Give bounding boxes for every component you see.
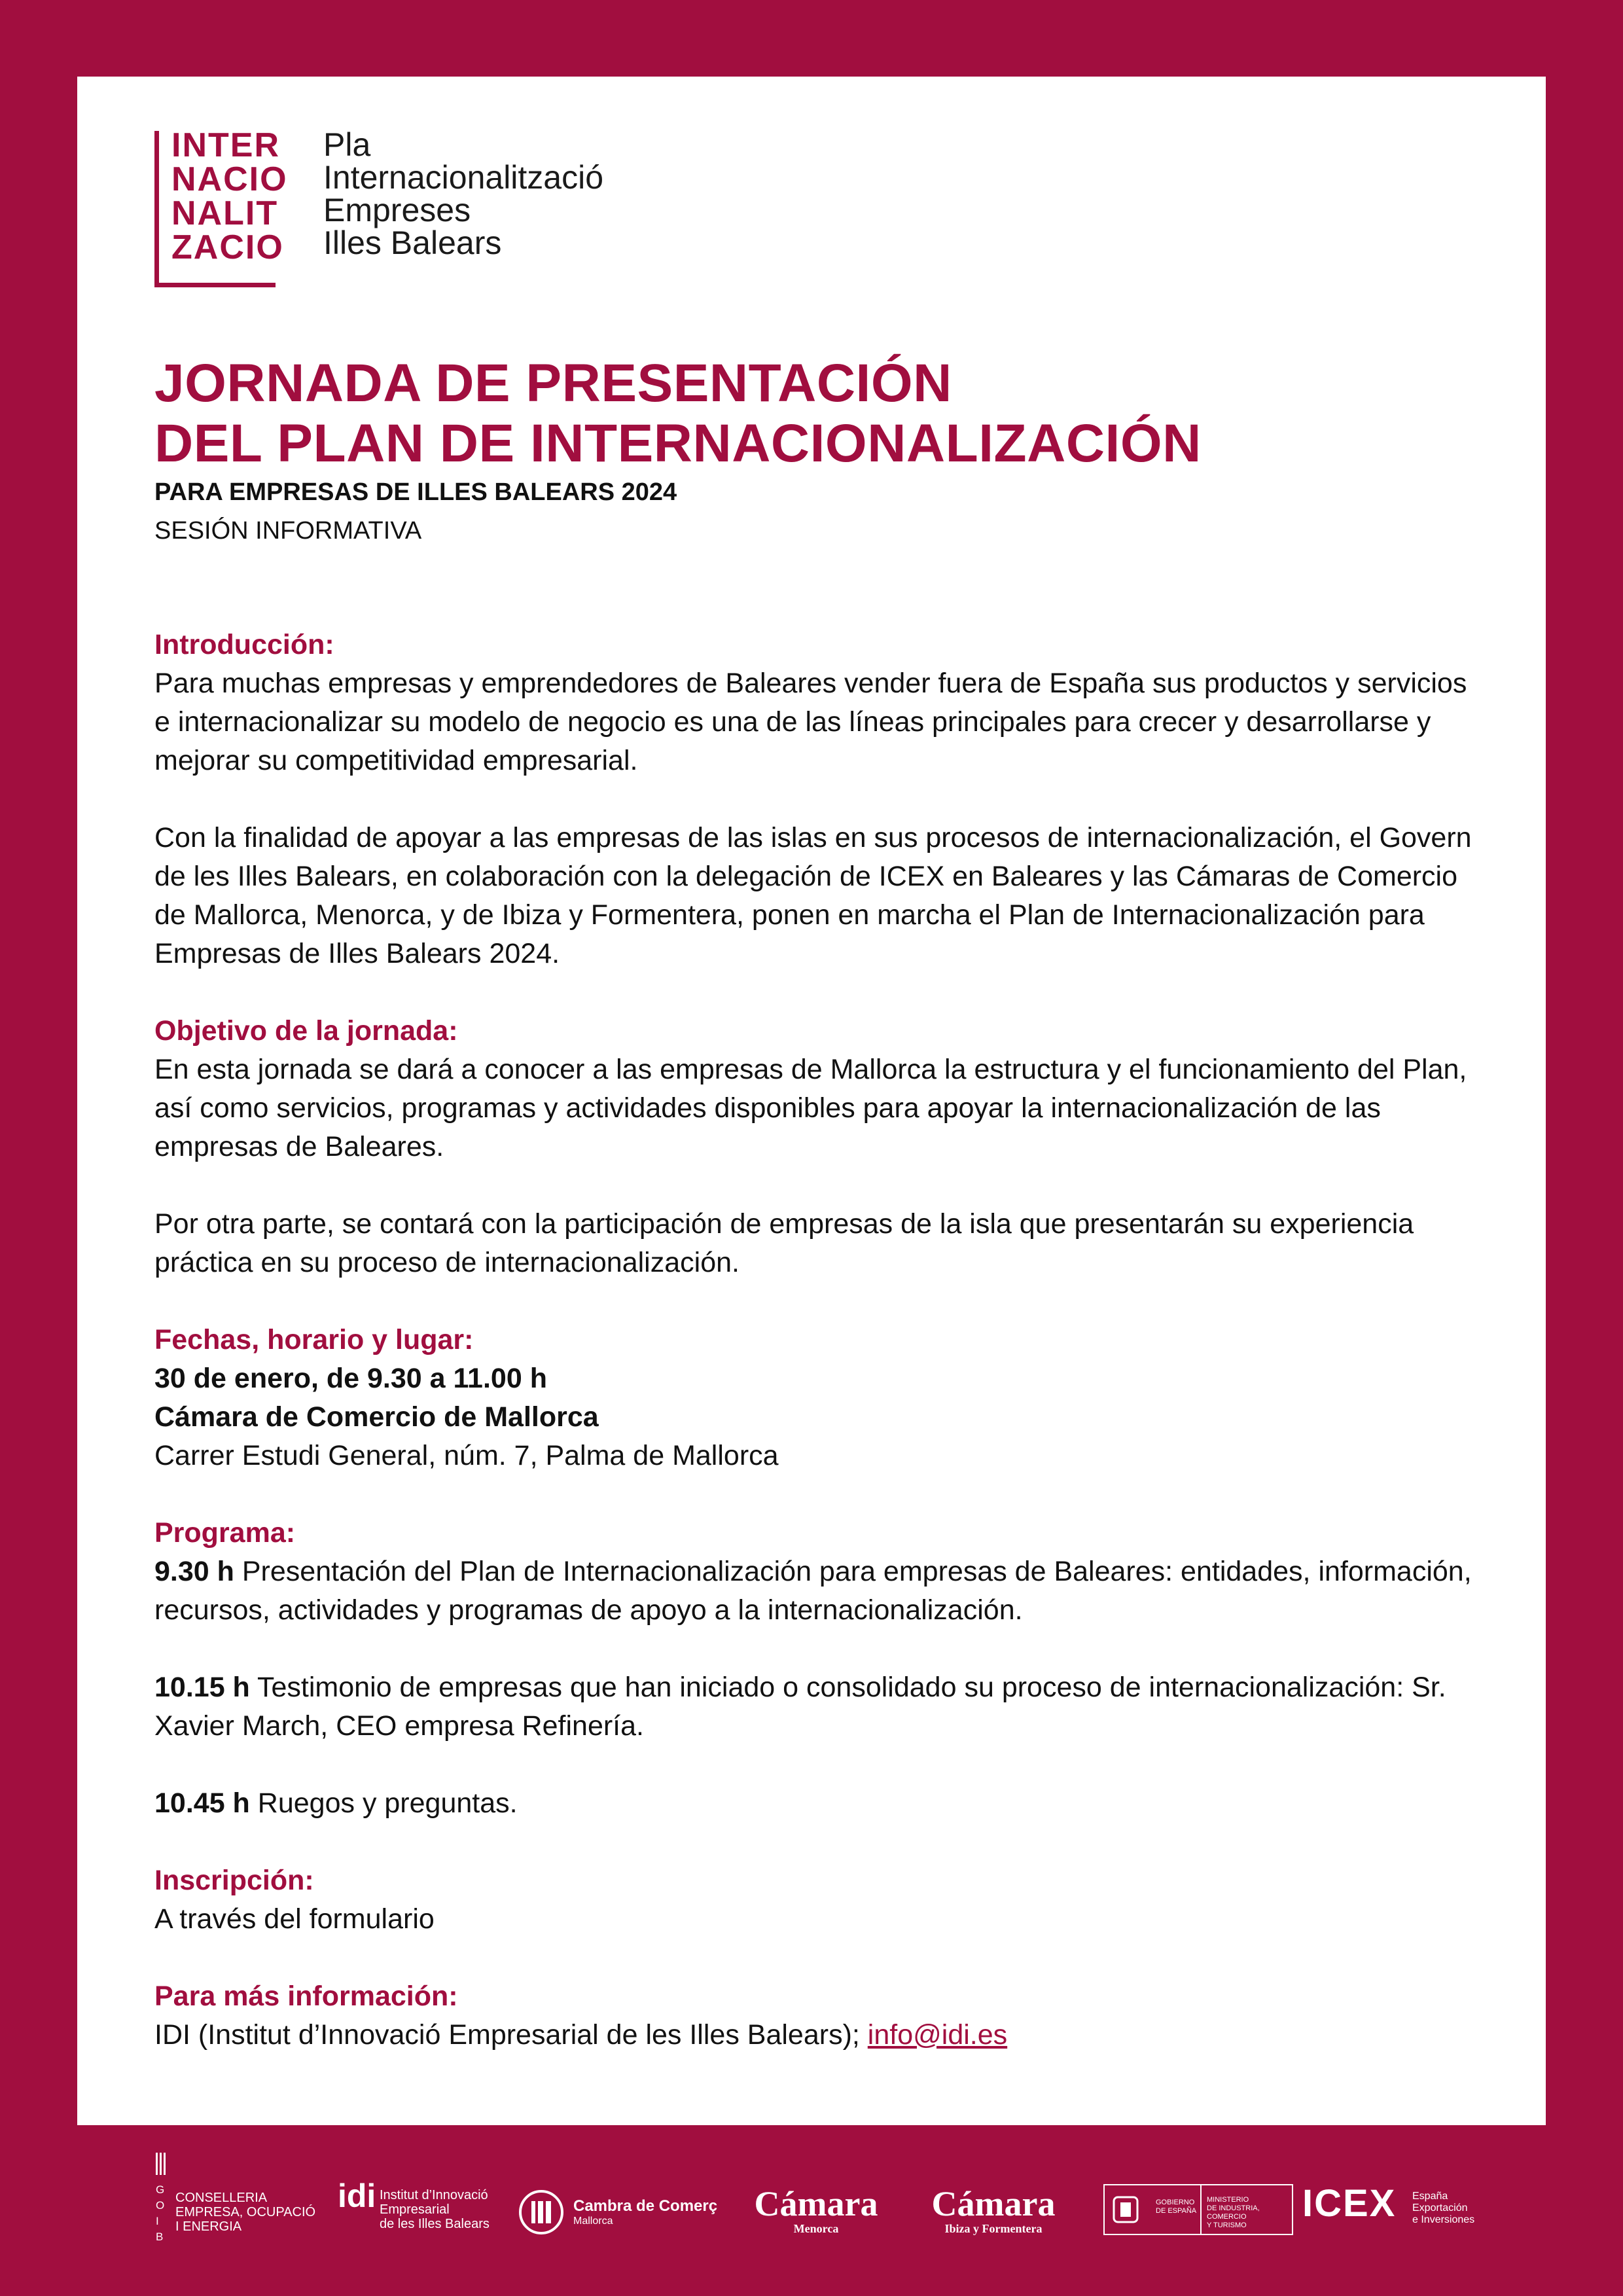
icex-text — [1412, 2191, 1474, 2226]
program-item — [154, 1552, 1476, 1630]
registration-heading: Inscripción: — [154, 1865, 314, 1896]
goib-line: EMPRESA, OCUPACIÓ — [175, 2205, 316, 2219]
program-time: 10.45 h — [154, 1787, 250, 1819]
cambra-sub: Mallorca — [573, 2215, 613, 2227]
min-line: Y TURISMO — [1207, 2221, 1247, 2229]
title-line: DEL PLAN DE INTERNACIONALIZACIÓN — [154, 414, 1202, 473]
program-item — [154, 1784, 1476, 1823]
goib-logo — [152, 2153, 169, 2243]
objective-paragraph-2: Por otra parte, se contará con la participación de empresas de la isla que presentarán su experiencia práctica en su proceso de internacionalización. — [154, 1208, 1414, 1278]
goib-letters: G O I B — [156, 2183, 165, 2243]
program-time: 9.30 h — [154, 1556, 234, 1587]
footer-logos — [0, 2125, 1623, 2296]
logo-wordmark — [171, 128, 288, 264]
camara-ibiza-title: Cámara — [931, 2184, 1056, 2223]
event-venue: Cámara de Comercio de Mallorca — [154, 1401, 599, 1433]
plan-name — [323, 128, 603, 259]
info-org: IDI (Institut d’Innovació Empresarial de les Illes Balears); — [154, 2019, 868, 2051]
camara-menorca-logo — [746, 2185, 886, 2235]
cambra-shield-icon — [518, 2189, 564, 2235]
gob-line: DE ESPAÑA — [1156, 2207, 1197, 2215]
page-title — [154, 353, 1202, 474]
plan-name-line: Illes Balears — [323, 224, 502, 261]
cambra-title: Cambra de Comerç — [573, 2197, 718, 2215]
coat-of-arms-icon — [152, 2153, 169, 2179]
info-text — [154, 2016, 1476, 2054]
intro-paragraph-1: Para muchas empresas y emprendedores de Baleares vender fuera de España sus productos y servicios e internacionalizar su modelo de negocio es una de las líneas principales para crecer y desarrollarse y mejorar su competitividad empresarial. — [154, 668, 1467, 776]
program-item — [154, 1668, 1476, 1746]
idi-text — [380, 2188, 490, 2231]
goib-text — [175, 2191, 315, 2234]
ministerio-text — [1207, 2196, 1292, 2230]
registration-text: A través del formulario — [154, 1903, 435, 1935]
icex-line: España — [1412, 2191, 1448, 2202]
program-time: 10.15 h — [154, 1672, 250, 1703]
email-link[interactable]: info@idi.es — [867, 2019, 1008, 2051]
program-heading: Programa: — [154, 1517, 296, 1549]
program-text: Testimonio de empresas que han iniciado o consolidado su proceso de internacionalización: Sr. Xavier March, CEO empresa Refinería. — [154, 1672, 1446, 1742]
icex-line: Exportación — [1412, 2202, 1468, 2214]
plan-name-line: Internacionalització — [323, 159, 604, 196]
goib-line: I ENERGIA — [175, 2219, 242, 2234]
gobierno-text — [1156, 2198, 1196, 2215]
idi-logo: idi — [338, 2178, 376, 2214]
event-address: Carrer Estudi General, núm. 7, Palma de Mallorca — [154, 1440, 779, 1471]
session-label: SESIÓN INFORMATIVA — [154, 517, 422, 545]
dates-heading: Fechas, horario y lugar: — [154, 1324, 474, 1355]
intro-heading: Introducción: — [154, 629, 334, 660]
spain-coat-of-arms-icon — [1111, 2193, 1140, 2226]
ministry-logo — [1103, 2184, 1293, 2235]
gob-line: GOBIERNO — [1156, 2198, 1195, 2206]
min-line: DE INDUSTRIA, COMERCIO — [1207, 2204, 1260, 2221]
program-text: Presentación del Plan de Internacionalización para empresas de Baleares: entidades, información, recursos, actividades y programas de apoyo a la internacionalización. — [154, 1556, 1472, 1626]
cambra-text — [573, 2197, 717, 2227]
idi-line: Institut d’Innovació — [380, 2188, 488, 2202]
logo-line: NACIO — [171, 160, 288, 198]
plan-name-line: Pla — [323, 126, 371, 163]
objective-heading: Objetivo de la jornada: — [154, 1015, 458, 1047]
logo-line: NALIT — [171, 194, 279, 232]
intro-paragraph-2: Con la finalidad de apoyar a las empresas de las islas en sus procesos de internacionalización, el Govern de les Illes Balears, en colaboración con la delegación de ICEX en Baleares y las Cámaras de Comercio de Mallorca, Menorca, y de Ibiza y Formentera, ponen en marcha el Plan de Internacionalización para Empresas de Illes Balears 2024. — [154, 822, 1472, 969]
objective-paragraph-1: En esta jornada se dará a conocer a las empresas de Mallorca la estructura y el funcionamiento del Plan, así como servicios, programas y actividades disponibles para apoyar la internacionalización de las empresas de Baleares. — [154, 1054, 1467, 1162]
program-text: Ruegos y preguntas. — [257, 1787, 518, 1819]
camara-ibiza-sub: Ibiza y Formentera — [944, 2222, 1043, 2235]
icex-line: e Inversiones — [1412, 2214, 1475, 2225]
page-subtitle: PARA EMPRESAS DE ILLES BALEARS 2024 — [154, 478, 677, 506]
ministry-divider — [1200, 2185, 1202, 2234]
min-line: MINISTERIO — [1207, 2196, 1249, 2204]
logo-line: INTER — [171, 126, 280, 164]
icex-logo: ICEX — [1302, 2182, 1397, 2225]
plan-name-line: Empreses — [323, 192, 471, 228]
idi-line: Empresarial — [380, 2202, 450, 2217]
title-line: JORNADA DE PRESENTACIÓN — [154, 353, 952, 413]
event-datetime: 30 de enero, de 9.30 a 11.00 h — [154, 1363, 547, 1394]
logo-line: ZACIO — [171, 228, 284, 266]
camara-menorca-title: Cámara — [754, 2184, 878, 2223]
info-heading: Para más información: — [154, 1981, 458, 2012]
document-body — [154, 626, 1476, 2054]
camara-menorca-sub: Menorca — [793, 2222, 839, 2235]
idi-line: de les Illes Balears — [380, 2217, 490, 2231]
camara-ibiza-logo — [921, 2185, 1065, 2235]
goib-line: CONSELLERIA — [175, 2191, 268, 2205]
